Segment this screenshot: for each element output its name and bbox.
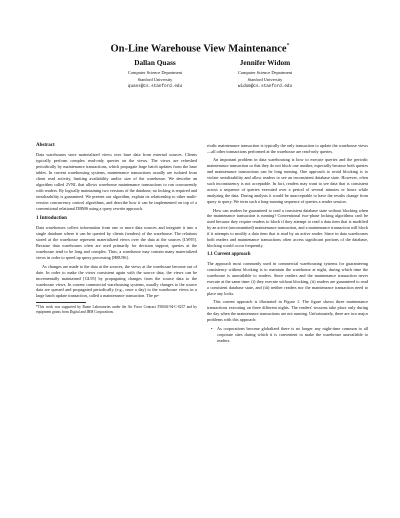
abstract-heading: Abstract <box>36 143 55 148</box>
footnote: *This work was supported by Rome Laboratories under the Air Force Contract F30602-94-C-0237 and by equipment grants from Digital and IBM Corporations. <box>36 305 197 314</box>
author-dept: Computer Science Department <box>237 70 293 75</box>
right-column <box>207 143 368 344</box>
author-org: Stanford University <box>247 77 283 82</box>
author-block-2 <box>180 58 350 90</box>
bullet-list <box>207 326 368 344</box>
list-item: • As corporations become globalized there is no longer any night-time common to all corporate sites during which it is convenient to make the warehouse unavailable to readers. <box>211 325 368 343</box>
footnote-divider <box>36 302 86 303</box>
author-email: widom@cs.stanford.edu <box>237 84 293 89</box>
intro-paragraph: Data warehouses collect information from one or more data sources and integrate it into a single database where it can be queried by clients (readers) of the warehouse. The relations stored at the warehouse represent materialized views over the data at the sources [LW95]. Because data warehouses often are used primarily for decision support, queries at the warehouse tend to be long and complex. Thus, a warehouse may contain many materialized views in order to speed up query processing [HRU96]. <box>36 225 197 261</box>
bullet-icon: • <box>211 325 213 331</box>
paper-title: On-Line Warehouse View Maintenance* <box>110 43 290 55</box>
left-column <box>36 143 197 315</box>
author-name: Jennifer Widom <box>239 58 291 67</box>
abstract-text: Data warehouses store materialized views over base data from external sources. Clients typically perform complex read-only queries on the views. The views are refreshed periodically by maintenance transactions, which propagate large batch updates from the base tables. In current warehousing systems, maintenance transactions usually are isolated from client read activity, limiting availability and/or size of the warehouse. We describe an algorithm called 2VNL that allows warehouse maintenance transactions to run concurrently with readers. By logically maintaining two versions of the database, no locking is required and serializability is guaranteed. We present our algorithm, explain its relationship to other multi-version concurrency control algorithms, and describe how it can be implemented on top of a conventional relational DBMS using a query rewrite approach. <box>36 151 197 211</box>
author-email: quass@cs.stanford.edu <box>127 84 183 89</box>
author-dept: Computer Science Department <box>127 70 183 75</box>
body-paragraph: riodic maintenance transaction is typically the only transaction to update the warehouse views—all other transactions performed at the warehouse are read-only queries. <box>207 143 368 154</box>
subsection-heading: 1.1 Current approach <box>207 252 251 258</box>
body-paragraph: An important problem in data warehousing is how to execute queries and the periodic maintenance transaction so that they do not block one another, especially because both queries and maintenance transactions can be long running. One approach to avoid blocking is to violate serializability and allow readers to see an inconsistent database state. However, often such inconsistency is not acceptable. In fact, readers may want to see data that is consistent across a sequence of queries executed over a period of several minutes or hours while analyzing the data. During analysis it would be unacceptable to have the results change from query to query. We term such a long-running sequence of queries a reader session. <box>207 157 368 205</box>
body-paragraph: This current approach is illustrated in Figure 1. The figure shows three maintenance transactions executing on three different nights. The readers' sessions take place only during the day when the maintenance transactions are not running. Unfortunately, there are two major problems with this approach: <box>207 299 368 323</box>
intro-heading: 1 Introduction <box>36 216 67 222</box>
intro-paragraph: As changes are made to the data at the sources, the views at the warehouse become out of date. In order to make the views consistent again with the source data, the views can be incrementally maintained [GL95] by propagating changes from the source data to the warehouse views. In current commercial warehousing systems, usually changes to the source data are queued and propagated periodically (e.g., once a day) to the warehouse views in a large batch update transaction, called a maintenance transaction. The pe- <box>36 263 197 299</box>
title-footnote-mark: * <box>286 43 290 49</box>
body-paragraph: The approach most commonly used in commercial warehousing systems for guaranteeing consistency without blocking is to maintain the warehouse at night, during which time the warehouse is unavailable to readers. Since readers and the maintenance transaction never execute at the same time: (i) they execute without blocking, (ii) readers are guaranteed to read a consistent database state, and (iii) neither readers nor the maintenance transaction need to place any locks. <box>207 261 368 296</box>
author-org: Stanford University <box>137 77 173 82</box>
body-paragraph: How can readers be guaranteed to read a consistent database state without blocking when the maintenance transaction is running? Conventional two-phase locking algorithms can't be used because they require readers to block if they attempt to read a data item that is modified by an active (uncommitted) maintenance transaction, and a maintenance transaction will block if it attempts to modify a data item that is read by an active reader. Since in data warehouses both readers and maintenance transactions often access significant portions of the database, blocking would occur frequently. <box>207 207 368 249</box>
author-name: Dallan Quass <box>134 58 176 67</box>
